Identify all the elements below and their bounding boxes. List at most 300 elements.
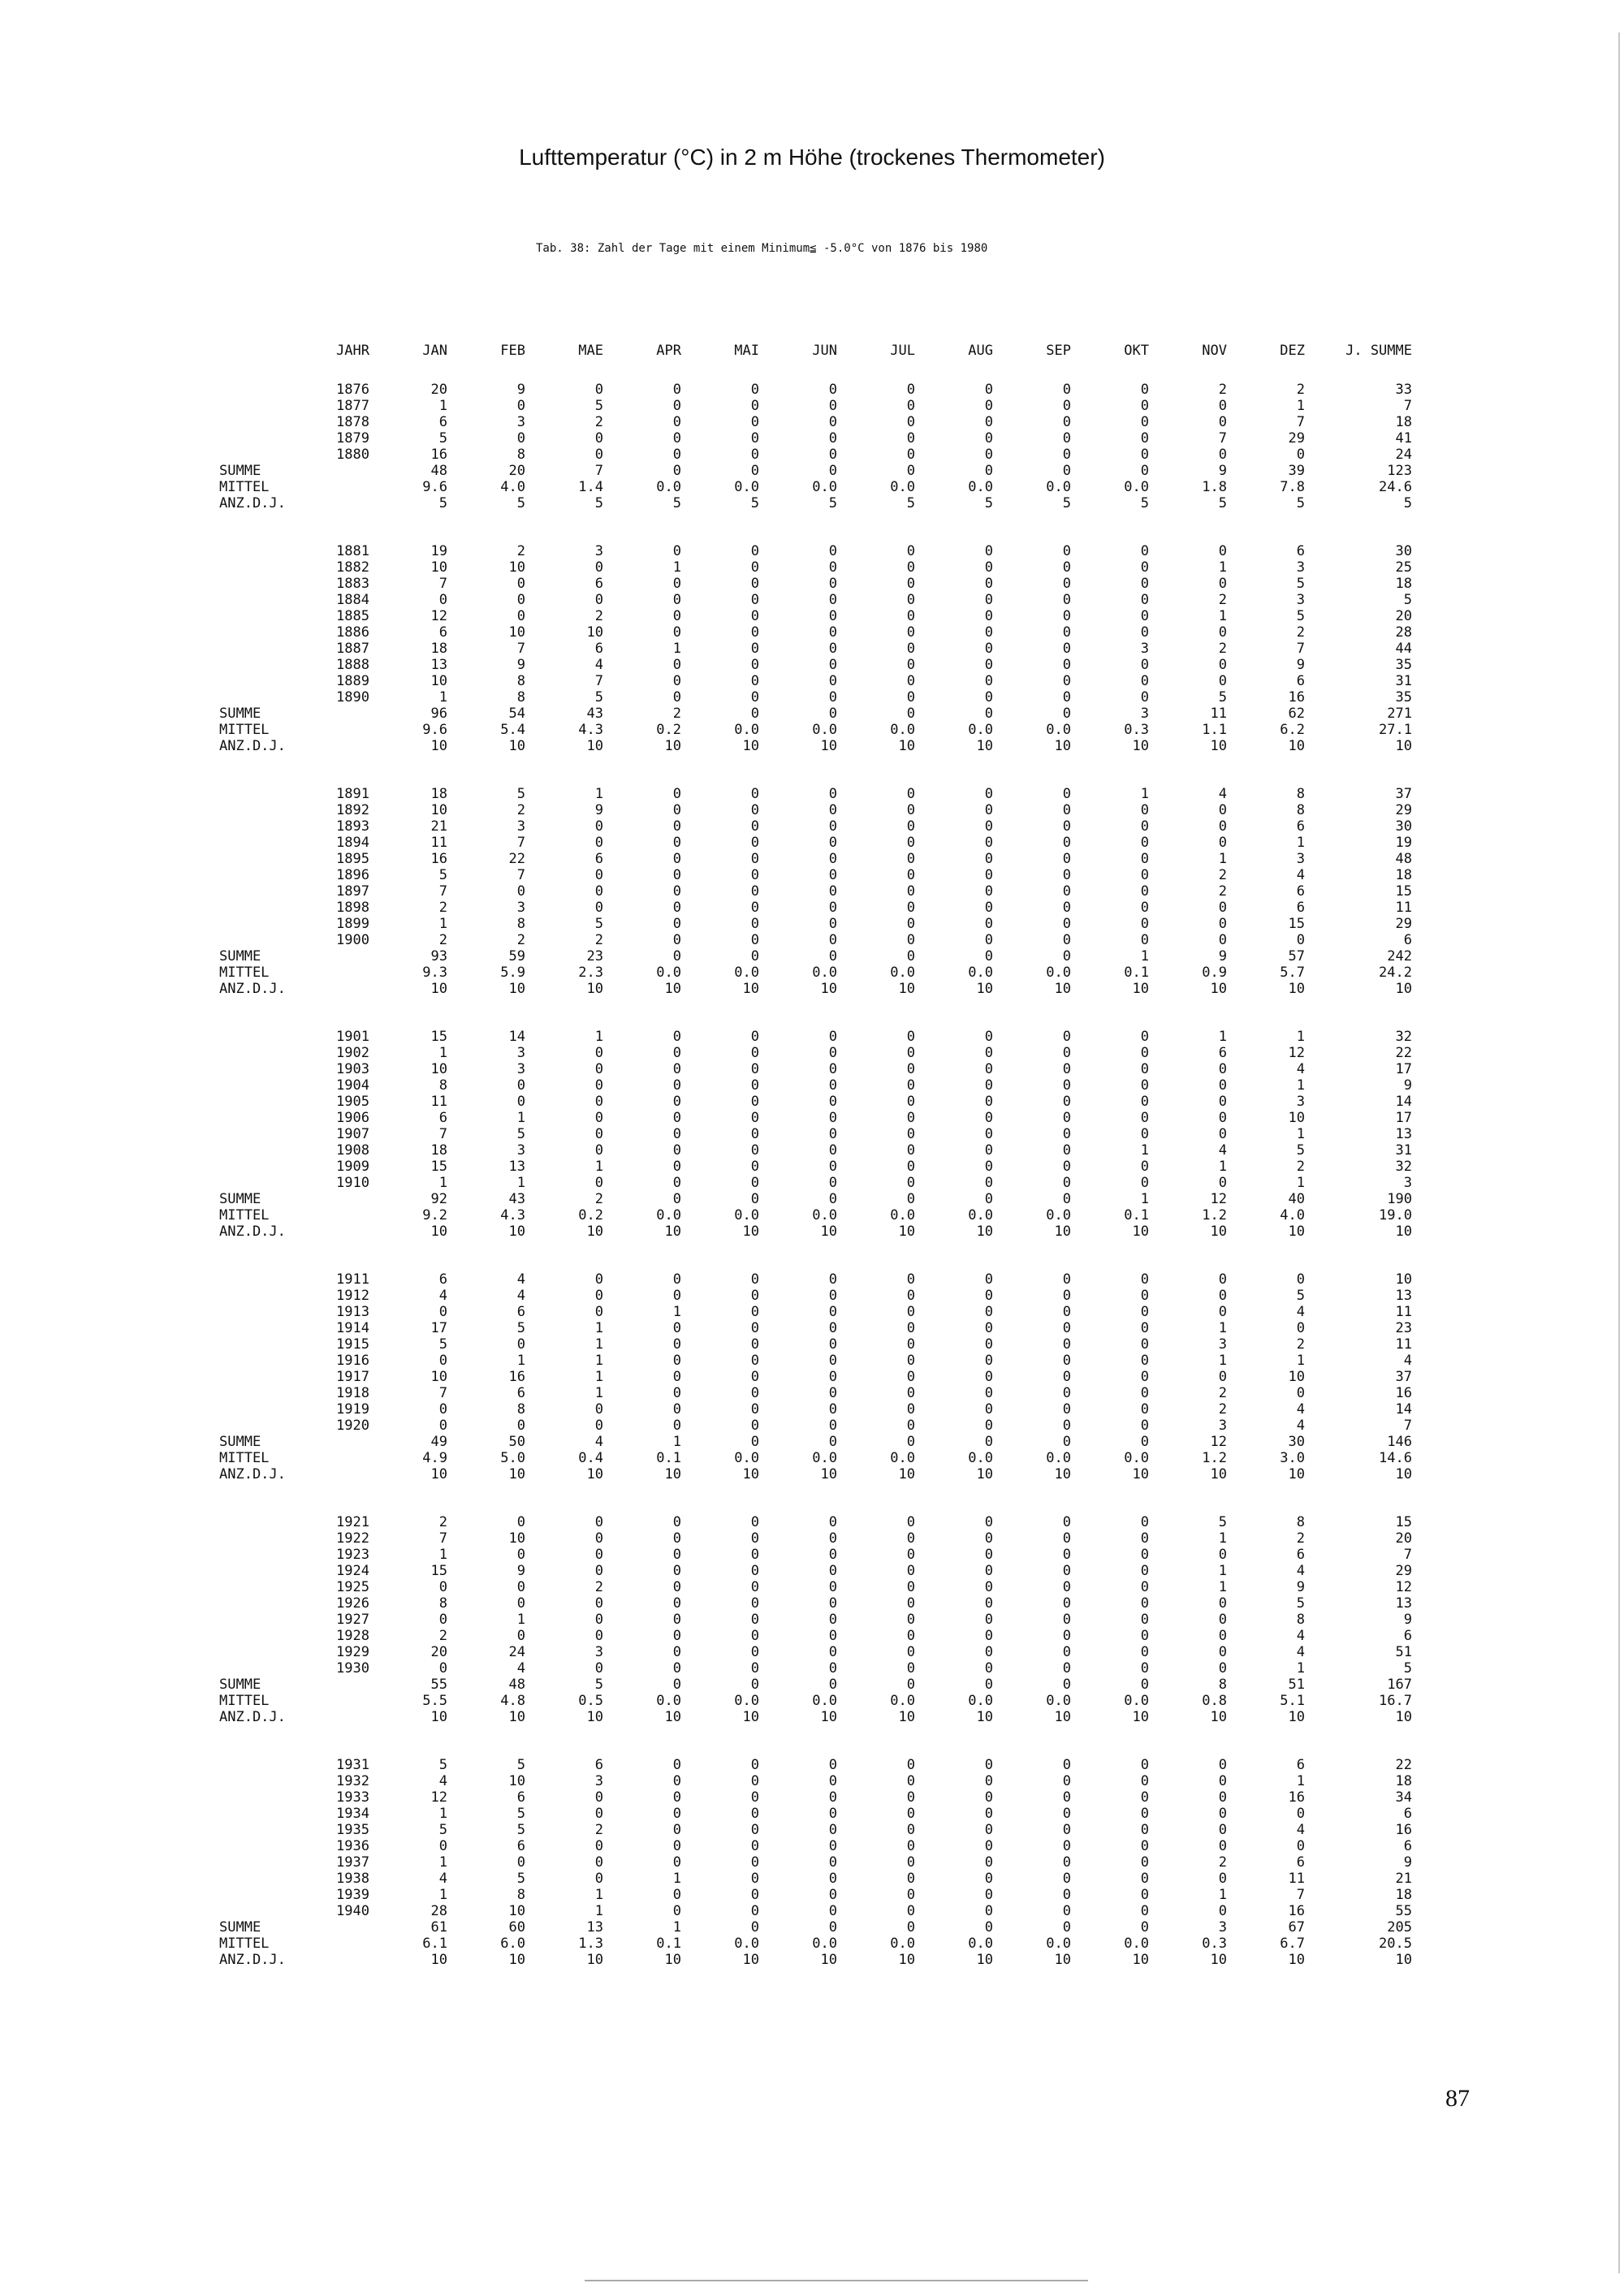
value-cell: 1 — [1218, 1320, 1227, 1336]
value-cell: 0 — [672, 447, 681, 463]
value-cell: 15 — [1395, 883, 1412, 900]
value-cell: 25 — [1395, 559, 1412, 576]
value-cell: 2 — [516, 543, 525, 559]
value-cell: 0 — [984, 1045, 993, 1061]
value-cell: 0 — [1140, 1822, 1149, 1838]
summary-label: SUMME — [219, 1434, 261, 1450]
value-cell: 0 — [1140, 1094, 1149, 1110]
value-cell: 3 — [1140, 641, 1149, 657]
summary-value-cell: 6.1 — [422, 1936, 447, 1952]
page-number: 87 — [1445, 2085, 1470, 2112]
value-cell: 4 — [1296, 1061, 1305, 1077]
row-label-empty — [219, 1595, 307, 1612]
value-cell: 0 — [438, 1660, 447, 1677]
row-label-empty — [219, 1838, 307, 1854]
value-cell: 0 — [828, 1854, 837, 1871]
year-row — [219, 1806, 1412, 1822]
value-cell: 0 — [594, 1595, 603, 1612]
summary-year-empty — [307, 1952, 369, 1968]
value-cell: 0 — [828, 1547, 837, 1563]
value-cell: 1 — [1218, 1159, 1227, 1175]
value-cell: 0 — [984, 1854, 993, 1871]
value-cell: 0 — [1062, 1887, 1071, 1903]
summary-value-cell: 5 — [438, 495, 447, 511]
value-cell: 3 — [516, 1045, 525, 1061]
value-cell: 0 — [1062, 1595, 1071, 1612]
year-row — [219, 1579, 1412, 1595]
summary-value-cell: 271 — [1387, 706, 1412, 722]
value-cell: 0 — [1140, 1660, 1149, 1677]
year-row — [219, 624, 1412, 641]
value-cell: 10 — [508, 1530, 525, 1547]
row-label-empty — [219, 641, 307, 657]
value-cell: 0 — [1062, 900, 1071, 916]
summary-value-cell: 50 — [508, 1434, 525, 1450]
summary-year-empty — [307, 1677, 369, 1693]
value-cell: 0 — [984, 1789, 993, 1806]
value-cell: 4 — [516, 1660, 525, 1677]
value-cell: 4 — [1296, 1563, 1305, 1579]
value-cell: 0 — [672, 1077, 681, 1094]
value-cell: 0 — [672, 1401, 681, 1418]
row-label-empty — [219, 1547, 307, 1563]
summary-value-cell: 0.0 — [1124, 1936, 1149, 1952]
value-cell: 0 — [516, 1514, 525, 1530]
value-cell: 0 — [1062, 689, 1071, 706]
value-cell: 0 — [906, 657, 915, 673]
summary-value-cell: 54 — [508, 706, 525, 722]
value-cell: 0 — [1140, 883, 1149, 900]
summary-value-cell: 48 — [508, 1677, 525, 1693]
year-row — [219, 1563, 1412, 1579]
row-label-empty — [219, 1806, 307, 1822]
value-cell: 0 — [828, 1045, 837, 1061]
value-cell: 0 — [1218, 932, 1227, 948]
value-cell: 1 — [1140, 786, 1149, 802]
value-cell: 0 — [1218, 1077, 1227, 1094]
value-cell: 7 — [438, 1126, 447, 1142]
value-cell: 0 — [984, 1061, 993, 1077]
value-cell: 0 — [984, 900, 993, 916]
value-cell: 1 — [594, 1385, 603, 1401]
value-cell: 0 — [828, 1530, 837, 1547]
value-cell: 0 — [750, 818, 759, 835]
value-cell: 0 — [906, 447, 915, 463]
year-row — [219, 1854, 1412, 1871]
value-cell: 0 — [750, 1045, 759, 1061]
summary-value-cell: 10 — [664, 1466, 681, 1482]
row-label-empty — [219, 1579, 307, 1595]
value-cell: 0 — [672, 1612, 681, 1628]
summary-value-cell: 0 — [906, 948, 915, 965]
value-cell: 0 — [672, 1418, 681, 1434]
value-cell: 5 — [594, 689, 603, 706]
value-cell: 0 — [1140, 1854, 1149, 1871]
summary-value-cell: 96 — [430, 706, 447, 722]
summary-value-cell: 0 — [984, 1677, 993, 1693]
value-cell: 0 — [984, 641, 993, 657]
year-cell: 1926 — [336, 1595, 369, 1612]
year-cell: 1910 — [336, 1175, 369, 1191]
summary-value-cell: 0.0 — [968, 1207, 993, 1224]
value-cell: 0 — [828, 1612, 837, 1628]
value-cell: 0 — [1062, 1353, 1071, 1369]
value-cell: 0 — [906, 1110, 915, 1126]
value-cell: 6 — [594, 641, 603, 657]
value-cell: 0 — [906, 1369, 915, 1385]
summary-value-cell: 10 — [586, 1224, 603, 1240]
summary-value-cell: 0 — [750, 1191, 759, 1207]
value-cell: 5 — [438, 430, 447, 447]
summary-value-cell: 10 — [664, 738, 681, 754]
value-cell: 0 — [1062, 1903, 1071, 1919]
value-cell: 0 — [1062, 1644, 1071, 1660]
value-cell: 0 — [1062, 1320, 1071, 1336]
value-cell: 0 — [1140, 608, 1149, 624]
value-cell: 0 — [750, 916, 759, 932]
summary-value-cell: 10 — [820, 981, 837, 997]
value-cell: 2 — [1296, 1336, 1305, 1353]
year-row — [219, 1773, 1412, 1789]
value-cell: 0 — [1218, 1288, 1227, 1304]
value-cell: 0 — [1062, 543, 1071, 559]
value-cell: 3 — [1296, 1094, 1305, 1110]
summary-value-cell: 43 — [508, 1191, 525, 1207]
year-cell: 1904 — [336, 1077, 369, 1094]
row-label-empty — [219, 802, 307, 818]
value-cell: 0 — [828, 835, 837, 851]
row-label-empty — [219, 657, 307, 673]
year-cell: 1929 — [336, 1644, 369, 1660]
summary-value-cell: 4.9 — [422, 1450, 447, 1466]
summary-value-cell: 8 — [1218, 1677, 1227, 1693]
summary-value-cell: 0.0 — [1046, 722, 1071, 738]
value-cell: 0 — [594, 883, 603, 900]
value-cell: 0 — [750, 1628, 759, 1644]
value-cell: 0 — [984, 802, 993, 818]
row-label-empty — [219, 1353, 307, 1369]
value-cell: 8 — [1296, 1514, 1305, 1530]
summary-value-cell: 0 — [984, 1919, 993, 1936]
value-cell: 0 — [672, 1353, 681, 1369]
summary-value-cell: 9.6 — [422, 722, 447, 738]
value-cell: 0 — [1062, 414, 1071, 430]
value-cell: 0 — [672, 1288, 681, 1304]
year-row — [219, 1094, 1412, 1110]
value-cell: 0 — [594, 1547, 603, 1563]
value-cell: 1 — [672, 1304, 681, 1320]
value-cell: 0 — [828, 786, 837, 802]
year-row — [219, 867, 1412, 883]
value-cell: 0 — [672, 1061, 681, 1077]
value-cell: 0 — [594, 1530, 603, 1547]
summary-value-cell: 4.0 — [1280, 1207, 1305, 1224]
value-cell: 0 — [1140, 1029, 1149, 1045]
value-cell: 0 — [984, 1029, 993, 1045]
value-cell: 0 — [594, 1142, 603, 1159]
value-cell: 10 — [1288, 1369, 1305, 1385]
value-cell: 0 — [672, 1142, 681, 1159]
climate-table — [219, 339, 1412, 1968]
year-row — [219, 1369, 1412, 1385]
value-cell: 18 — [1395, 867, 1412, 883]
summary-value-cell: 1.2 — [1202, 1207, 1227, 1224]
summary-value-cell: 0 — [906, 1677, 915, 1693]
year-row — [219, 1288, 1412, 1304]
summary-value-cell: 0.0 — [812, 1693, 837, 1709]
year-row — [219, 851, 1412, 867]
value-cell: 10 — [430, 1369, 447, 1385]
column-header: SEP — [1046, 343, 1071, 359]
value-cell: 0 — [906, 1628, 915, 1644]
value-cell: 0 — [750, 657, 759, 673]
summary-value-cell: 57 — [1288, 948, 1305, 965]
value-cell: 0 — [1218, 1644, 1227, 1660]
value-cell: 0 — [906, 382, 915, 398]
value-cell: 10 — [586, 624, 603, 641]
value-cell: 0 — [1296, 447, 1305, 463]
summary-value-cell: 10 — [976, 1224, 993, 1240]
row-label-empty — [219, 1418, 307, 1434]
year-cell: 1937 — [336, 1854, 369, 1871]
value-cell: 31 — [1395, 1142, 1412, 1159]
year-cell: 1884 — [336, 592, 369, 608]
value-cell: 0 — [750, 802, 759, 818]
summary-value-cell: 1.8 — [1202, 479, 1227, 495]
value-cell: 0 — [1062, 1789, 1071, 1806]
year-row — [219, 1514, 1412, 1530]
value-cell: 6 — [438, 624, 447, 641]
value-cell: 0 — [1140, 1418, 1149, 1434]
year-cell: 1881 — [336, 543, 369, 559]
row-label-empty — [219, 818, 307, 835]
value-cell: 0 — [1140, 1514, 1149, 1530]
value-cell: 0 — [906, 430, 915, 447]
summary-value-cell: 10 — [1288, 1466, 1305, 1482]
value-cell: 0 — [1140, 1530, 1149, 1547]
value-cell: 0 — [672, 1789, 681, 1806]
value-cell: 0 — [828, 1773, 837, 1789]
value-cell: 0 — [984, 1806, 993, 1822]
summary-value-cell: 40 — [1288, 1191, 1305, 1207]
value-cell: 0 — [828, 1660, 837, 1677]
value-cell: 0 — [828, 689, 837, 706]
summary-value-cell: 10 — [1054, 738, 1071, 754]
value-cell: 5 — [594, 398, 603, 414]
value-cell: 0 — [984, 1385, 993, 1401]
row-label-empty — [219, 1887, 307, 1903]
summary-year-empty — [307, 495, 369, 511]
value-cell: 13 — [1395, 1126, 1412, 1142]
value-cell: 0 — [1062, 1369, 1071, 1385]
year-row — [219, 1612, 1412, 1628]
value-cell: 2 — [1218, 382, 1227, 398]
value-cell: 10 — [1288, 1110, 1305, 1126]
summary-value-cell: 20.5 — [1379, 1936, 1412, 1952]
summary-year-empty — [307, 479, 369, 495]
value-cell: 0 — [750, 1854, 759, 1871]
value-cell: 17 — [430, 1320, 447, 1336]
year-row — [219, 1320, 1412, 1336]
value-cell: 0 — [828, 657, 837, 673]
summary-value-cell: 93 — [430, 948, 447, 965]
value-cell: 0 — [828, 1369, 837, 1385]
value-cell: 0 — [1062, 447, 1071, 463]
value-cell: 9 — [1403, 1612, 1412, 1628]
row-label-empty — [219, 430, 307, 447]
value-cell: 5 — [594, 916, 603, 932]
gap-cell — [219, 1482, 1412, 1514]
summary-value-cell: 0 — [828, 1919, 837, 1936]
row-label-empty — [219, 1612, 307, 1628]
value-cell: 0 — [1218, 673, 1227, 689]
value-cell: 0 — [1218, 802, 1227, 818]
value-cell: 0 — [828, 1514, 837, 1530]
summary-value-cell: 0.0 — [968, 479, 993, 495]
value-cell: 0 — [828, 1175, 837, 1191]
summary-value-cell: 0 — [1140, 463, 1149, 479]
column-header: APR — [656, 343, 681, 359]
summary-value-cell: 0.0 — [890, 1450, 915, 1466]
value-cell: 0 — [672, 1660, 681, 1677]
column-header: FEB — [500, 343, 525, 359]
value-cell: 0 — [828, 447, 837, 463]
value-cell: 3 — [516, 900, 525, 916]
value-cell: 28 — [430, 1903, 447, 1919]
summary-value-cell: 10 — [1210, 738, 1227, 754]
value-cell: 0 — [828, 576, 837, 592]
value-cell: 0 — [984, 1094, 993, 1110]
year-cell: 1921 — [336, 1514, 369, 1530]
year-row — [219, 1029, 1412, 1045]
value-cell: 0 — [1140, 916, 1149, 932]
summary-value-cell: 1.4 — [578, 479, 603, 495]
value-cell: 0 — [1140, 1789, 1149, 1806]
climate-table-container — [219, 339, 1412, 1968]
value-cell: 0 — [1062, 1822, 1071, 1838]
summary-year-empty — [307, 1709, 369, 1725]
summary-row — [219, 1919, 1412, 1936]
value-cell: 0 — [828, 900, 837, 916]
value-cell: 0 — [750, 673, 759, 689]
value-cell: 0 — [1062, 1077, 1071, 1094]
year-cell: 1880 — [336, 447, 369, 463]
value-cell: 0 — [672, 673, 681, 689]
value-cell: 13 — [430, 657, 447, 673]
value-cell: 0 — [906, 932, 915, 948]
summary-value-cell: 10 — [430, 1952, 447, 1968]
value-cell: 7 — [1296, 641, 1305, 657]
value-cell: 0 — [1062, 1757, 1071, 1773]
value-cell: 0 — [750, 559, 759, 576]
value-cell: 0 — [1062, 867, 1071, 883]
value-cell: 11 — [1288, 1871, 1305, 1887]
value-cell: 0 — [1140, 932, 1149, 948]
value-cell: 0 — [594, 382, 603, 398]
value-cell: 0 — [906, 883, 915, 900]
value-cell: 2 — [1296, 382, 1305, 398]
value-cell: 0 — [984, 835, 993, 851]
summary-year-empty — [307, 1693, 369, 1709]
value-cell: 0 — [984, 1369, 993, 1385]
value-cell: 0 — [1062, 641, 1071, 657]
year-row — [219, 414, 1412, 430]
value-cell: 1 — [438, 1854, 447, 1871]
gap-cell — [219, 511, 1412, 543]
value-cell: 0 — [984, 1773, 993, 1789]
summary-value-cell: 5 — [984, 495, 993, 511]
value-cell: 0 — [906, 1353, 915, 1369]
value-cell: 33 — [1395, 382, 1412, 398]
value-cell: 28 — [1395, 624, 1412, 641]
year-cell: 1887 — [336, 641, 369, 657]
summary-row — [219, 495, 1412, 511]
value-cell: 0 — [1140, 689, 1149, 706]
value-cell: 7 — [1218, 430, 1227, 447]
year-row — [219, 430, 1412, 447]
value-cell: 5 — [1296, 608, 1305, 624]
value-cell: 32 — [1395, 1029, 1412, 1045]
row-label-empty — [219, 689, 307, 706]
value-cell: 0 — [1062, 608, 1071, 624]
summary-value-cell: 0.0 — [968, 1936, 993, 1952]
value-cell: 3 — [1296, 559, 1305, 576]
value-cell: 0 — [750, 1304, 759, 1320]
value-cell: 24 — [508, 1644, 525, 1660]
year-row — [219, 641, 1412, 657]
value-cell: 0 — [594, 1514, 603, 1530]
summary-value-cell: 43 — [586, 706, 603, 722]
value-cell: 1 — [672, 641, 681, 657]
row-label-empty — [219, 1271, 307, 1288]
value-cell: 0 — [750, 1871, 759, 1887]
value-cell: 0 — [750, 1077, 759, 1094]
value-cell: 0 — [438, 1418, 447, 1434]
value-cell: 1 — [594, 1159, 603, 1175]
value-cell: 30 — [1395, 543, 1412, 559]
summary-value-cell: 0.0 — [656, 479, 681, 495]
summary-value-cell: 9 — [1218, 948, 1227, 965]
value-cell: 0 — [1296, 1320, 1305, 1336]
value-cell: 0 — [984, 883, 993, 900]
summary-value-cell: 0.1 — [1124, 1207, 1149, 1224]
value-cell: 18 — [1395, 414, 1412, 430]
summary-value-cell: 0 — [1062, 463, 1071, 479]
value-cell: 0 — [906, 1159, 915, 1175]
value-cell: 0 — [1062, 1660, 1071, 1677]
summary-value-cell: 55 — [430, 1677, 447, 1693]
value-cell: 30 — [1395, 818, 1412, 835]
summary-value-cell: 0.1 — [656, 1450, 681, 1466]
summary-value-cell: 10 — [508, 1466, 525, 1482]
summary-value-cell: 9.3 — [422, 965, 447, 981]
value-cell: 11 — [1395, 900, 1412, 916]
row-label-empty — [219, 1288, 307, 1304]
value-cell: 0 — [1062, 786, 1071, 802]
value-cell: 0 — [984, 818, 993, 835]
summary-value-cell: 10 — [1132, 1952, 1149, 1968]
binding-edge — [1618, 32, 1620, 2273]
value-cell: 1 — [438, 1045, 447, 1061]
year-cell: 1919 — [336, 1401, 369, 1418]
value-cell: 8 — [1296, 802, 1305, 818]
value-cell: 0 — [672, 1271, 681, 1288]
summary-row — [219, 948, 1412, 965]
year-cell: 1901 — [336, 1029, 369, 1045]
value-cell: 5 — [1296, 1142, 1305, 1159]
value-cell: 17 — [1395, 1110, 1412, 1126]
value-cell: 1 — [1296, 1660, 1305, 1677]
